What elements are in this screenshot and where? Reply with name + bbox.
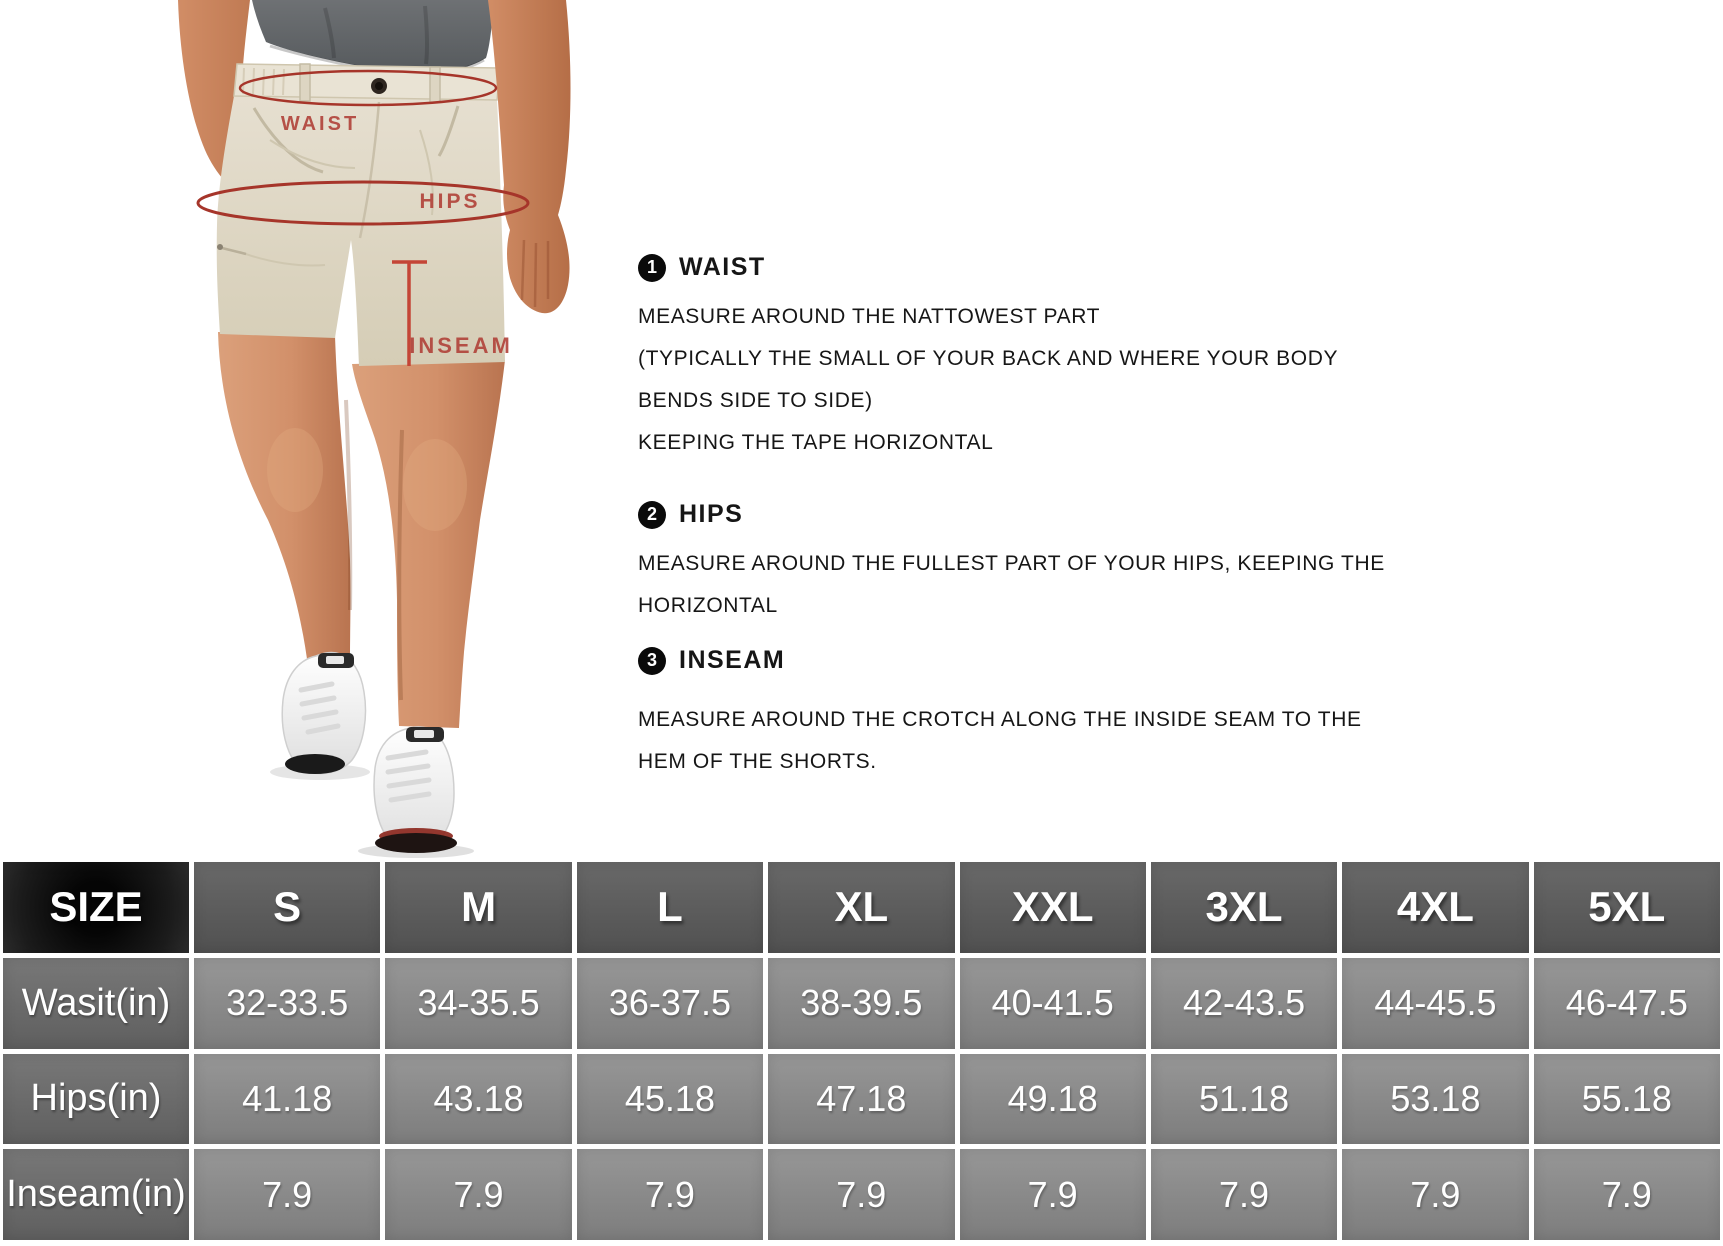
instruction-line: (TYPICALLY THE SMALL OF YOUR BACK AND WHERE YOUR BODY [638, 347, 1339, 370]
size-value-cell: 46-47.5 [1534, 958, 1720, 1049]
size-value-cell: 7.9 [194, 1149, 380, 1240]
instruction-line: HEM OF THE SHORTS. [638, 750, 877, 773]
instruction-hips-title: HIPS [679, 500, 744, 528]
size-value-cell: 44-45.5 [1342, 958, 1528, 1049]
model-photo [120, 0, 580, 860]
size-header-cell: L [577, 862, 763, 953]
size-value-cell: 7.9 [1151, 1149, 1337, 1240]
size-value-cell: 38-39.5 [768, 958, 954, 1049]
size-value-cell: 32-33.5 [194, 958, 380, 1049]
right-leg [352, 360, 505, 728]
row-label-cell: Hips(in) [3, 1054, 189, 1145]
size-chart-table [0, 860, 1723, 1246]
instruction-line: MEASURE AROUND THE FULLEST PART OF YOUR HIPS, KEEPING THE [638, 552, 1385, 575]
size-value-cell: 7.9 [1534, 1149, 1720, 1240]
instruction-line: MEASURE AROUND THE CROTCH ALONG THE INSIDE SEAM TO THE [638, 708, 1362, 731]
instruction-line: BENDS SIDE TO SIDE) [638, 389, 873, 412]
instruction-hips [638, 500, 1385, 627]
size-value-cell: 55.18 [1534, 1054, 1720, 1145]
instruction-waist-heading [638, 253, 1358, 282]
size-value-cell: 7.9 [768, 1149, 954, 1240]
instruction-inseam-heading [638, 646, 1358, 675]
instruction-hips-heading [638, 500, 1358, 529]
instruction-line: HORIZONTAL [638, 594, 778, 617]
size-header-cell: S [194, 862, 380, 953]
size-header-cell: XL [768, 862, 954, 953]
left-shoe [282, 653, 365, 774]
step-1-badge: 1 [638, 254, 666, 282]
size-header-cell: SIZE [3, 862, 189, 953]
size-header-cell: 5XL [1534, 862, 1720, 953]
row-label-cell: Wasit(in) [3, 958, 189, 1049]
instruction-waist [638, 253, 1358, 464]
size-value-cell: 47.18 [768, 1054, 954, 1145]
size-value-cell: 45.18 [577, 1054, 763, 1145]
size-value-cell: 43.18 [385, 1054, 571, 1145]
size-value-cell: 49.18 [960, 1054, 1146, 1145]
size-header-cell: 3XL [1151, 862, 1337, 953]
instruction-line: KEEPING THE TAPE HORIZONTAL [638, 431, 994, 454]
shirt [252, 0, 494, 73]
size-value-cell: 42-43.5 [1151, 958, 1337, 1049]
instruction-inseam [638, 646, 1362, 783]
size-value-cell: 40-41.5 [960, 958, 1146, 1049]
waist-figure-label: WAIST [280, 113, 360, 135]
shorts [217, 64, 505, 366]
size-value-cell: 34-35.5 [385, 958, 571, 1049]
size-value-cell: 7.9 [385, 1149, 571, 1240]
instruction-inseam-title: INSEAM [679, 646, 786, 674]
size-value-cell: 7.9 [577, 1149, 763, 1240]
step-3-badge: 3 [638, 647, 666, 675]
hips-figure-label: HIPS [419, 190, 481, 213]
size-header-cell: 4XL [1342, 862, 1528, 953]
step-2-badge: 2 [638, 501, 666, 529]
size-value-cell: 36-37.5 [577, 958, 763, 1049]
size-header-cell: XXL [960, 862, 1146, 953]
size-value-cell: 7.9 [1342, 1149, 1528, 1240]
row-label-cell: Inseam(in) [3, 1149, 189, 1240]
inseam-figure-label: INSEAM [409, 333, 513, 358]
instruction-line: MEASURE AROUND THE NATTOWEST PART [638, 305, 1101, 328]
size-value-cell: 7.9 [960, 1149, 1146, 1240]
right-shoe [374, 727, 457, 853]
size-value-cell: 53.18 [1342, 1054, 1528, 1145]
size-header-cell: M [385, 862, 571, 953]
size-value-cell: 51.18 [1151, 1054, 1337, 1145]
instruction-waist-title: WAIST [679, 253, 766, 281]
size-value-cell: 41.18 [194, 1054, 380, 1145]
